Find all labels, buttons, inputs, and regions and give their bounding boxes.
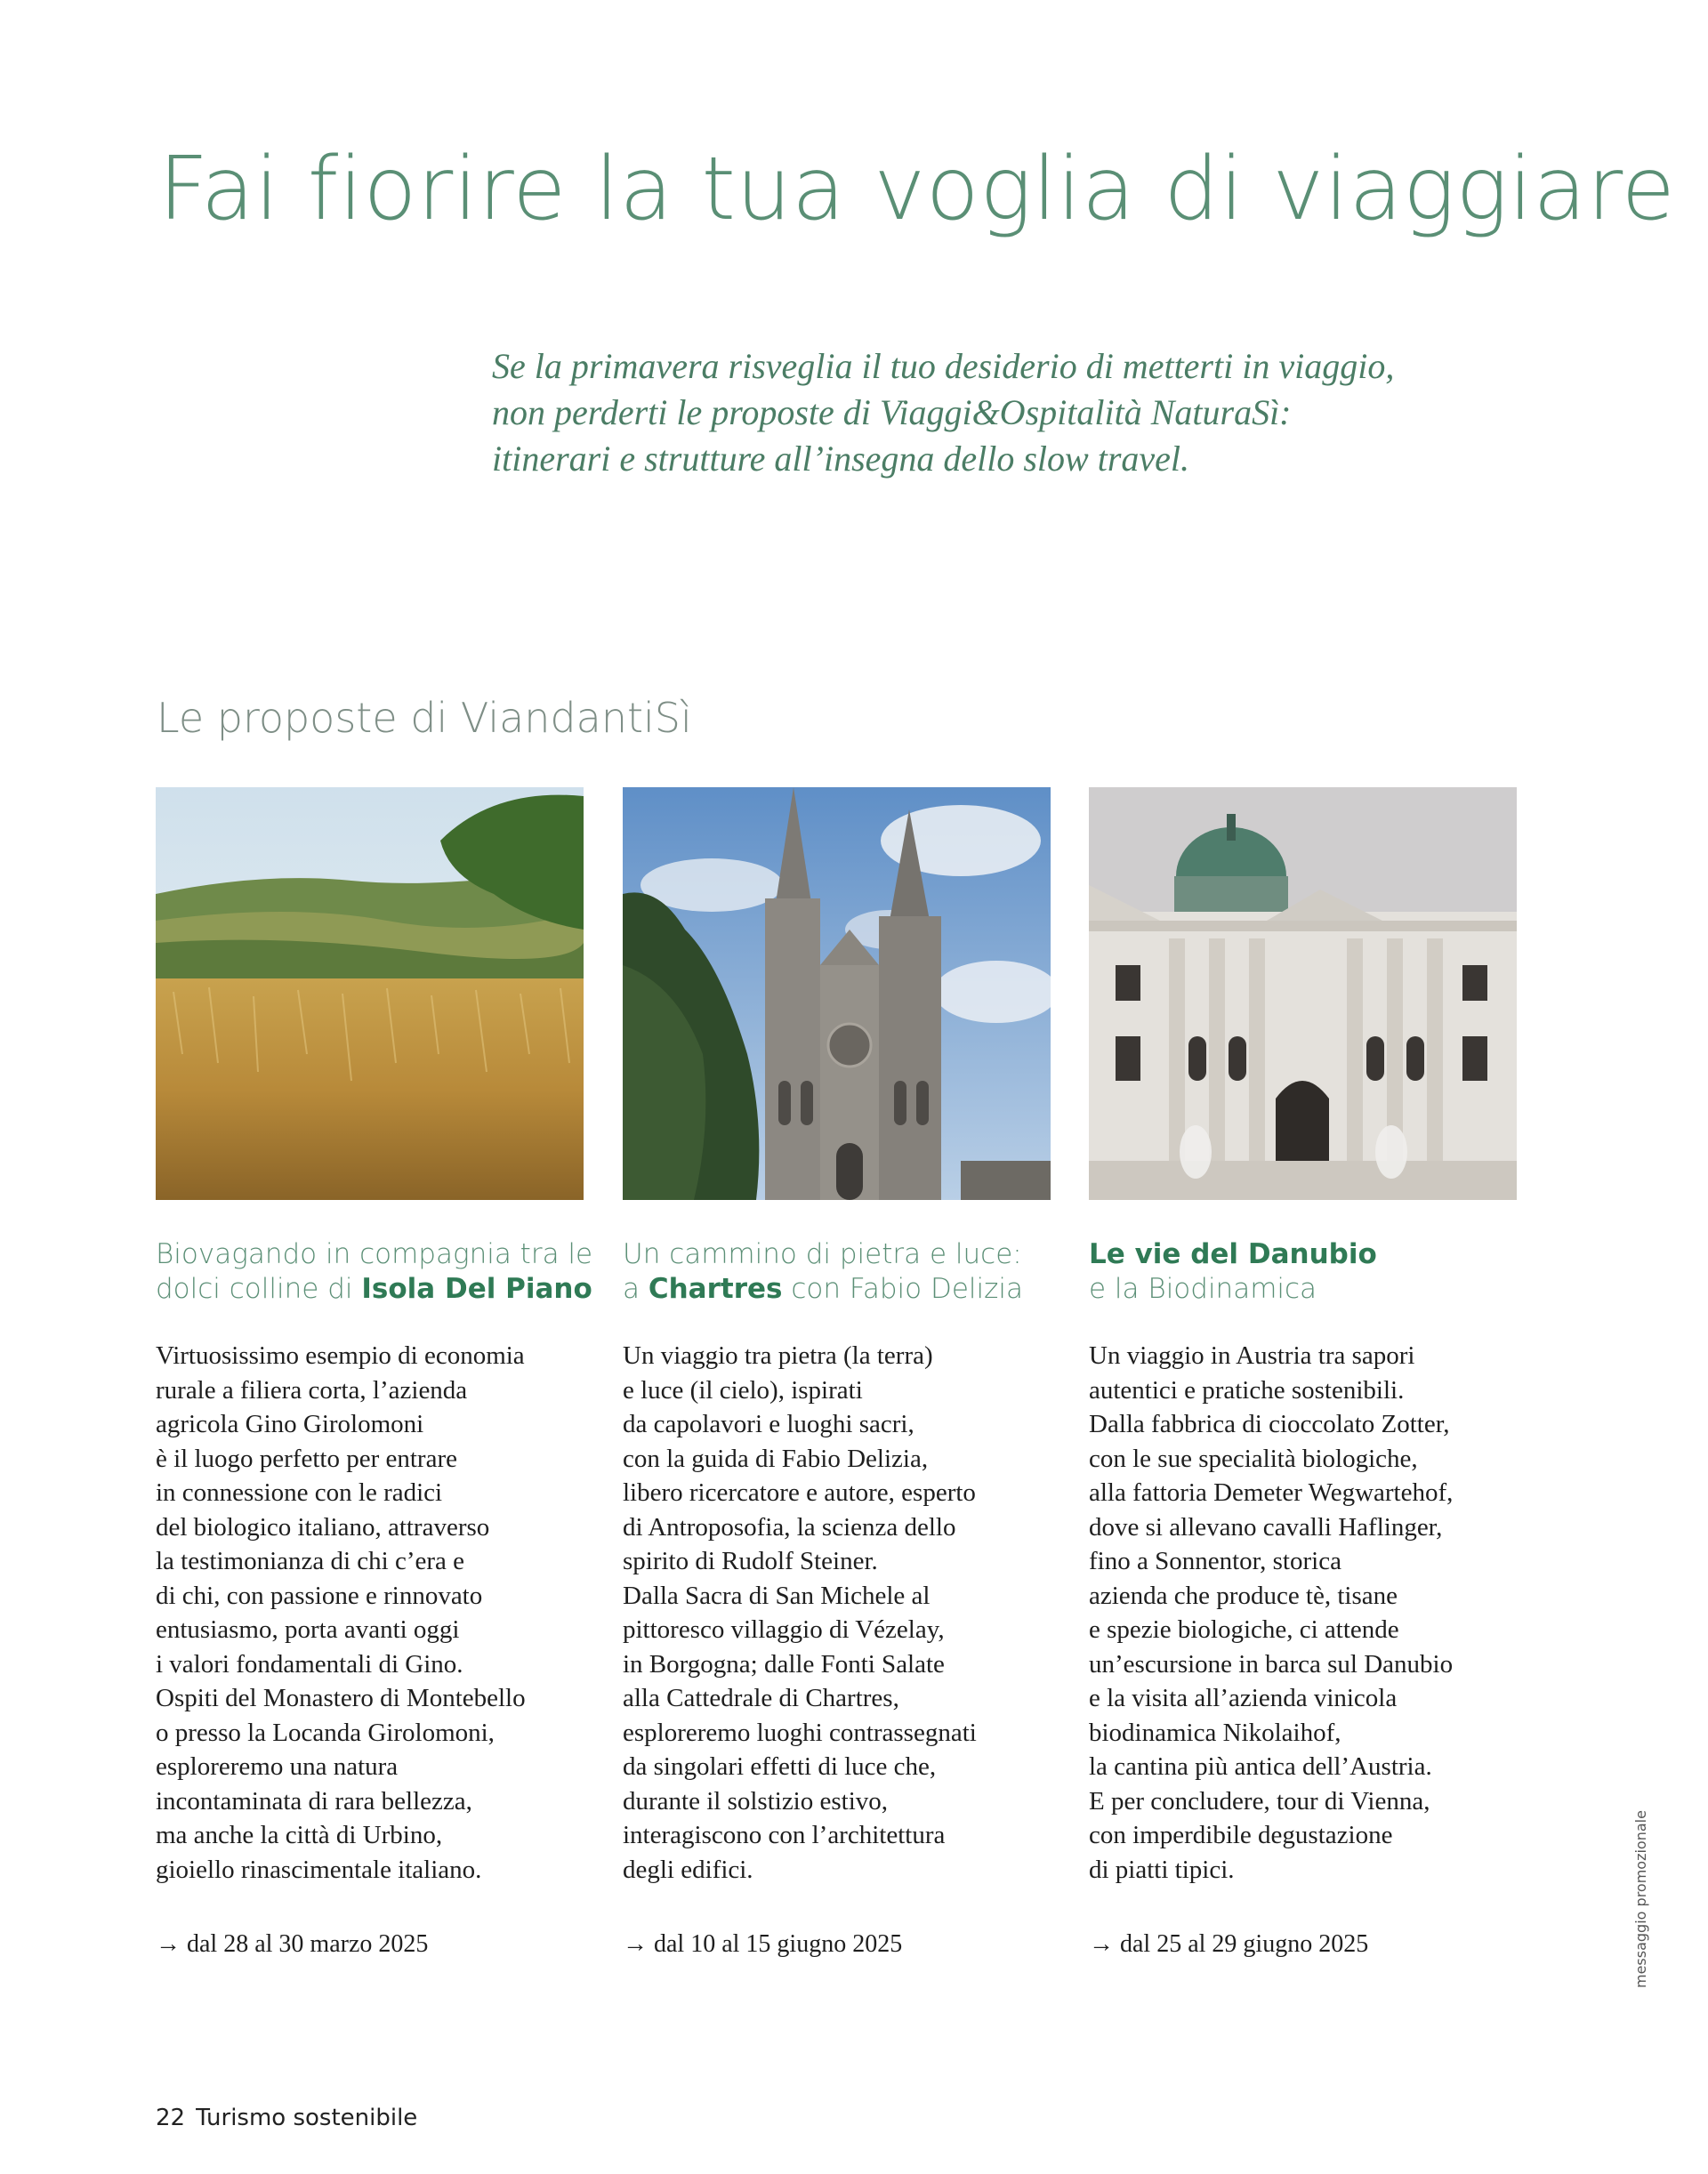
vienna-palace-photo — [1089, 787, 1517, 1200]
body-line: un’escursione in barca sul Danubio — [1089, 1649, 1454, 1679]
page-number: 22 — [156, 2105, 186, 2131]
offer-subtitle — [1089, 1237, 1525, 1307]
body-line: entusiasmo, porta avanti oggi — [156, 1615, 460, 1644]
section-title: Le proposte di ViandantiSì — [157, 694, 692, 742]
body-line: Dalla Sacra di San Michele al — [623, 1581, 931, 1610]
body-line: alla fattoria Demeter Wegwartehof, — [1089, 1478, 1454, 1507]
body-line: Ospiti del Monastero di Montebello — [156, 1684, 526, 1712]
body-line: con la guida di Fabio Delizia, — [623, 1444, 929, 1473]
body-line: i valori fondamentali di Gino. — [156, 1649, 463, 1679]
body-line: libero ricercatore e autore, esperto — [623, 1478, 976, 1507]
body-line: autentici e pratiche sostenibili. — [1089, 1375, 1405, 1405]
subtitle-line — [1089, 1237, 1525, 1272]
body-line: la cantina più antica dell’Austria. — [1089, 1752, 1432, 1781]
body-line: Un viaggio in Austria tra sapori — [1089, 1341, 1415, 1370]
destination-name: Isola Del Piano — [361, 1273, 592, 1305]
body-line: del biologico italiano, attraverso — [156, 1512, 490, 1542]
page-footer — [156, 2105, 417, 2131]
offer-column-isola-del-piano — [156, 787, 592, 1887]
offer-date: → dal 25 al 29 giugno 2025 — [1089, 1930, 1369, 1958]
body-line: la testimonianza di chi c’era e — [156, 1547, 465, 1575]
body-line: ma anche la città di Urbino, — [156, 1821, 443, 1849]
offer-column-chartres — [623, 787, 1059, 1887]
body-line: è il luogo perfetto per entrare — [156, 1444, 457, 1473]
body-line: Dalla fabbrica di cioccolato Zotter, — [1089, 1410, 1450, 1438]
offer-description — [1089, 1339, 1525, 1887]
body-line: di chi, con passione e rinnovato — [156, 1581, 483, 1610]
destination-name: Le vie del Danubio — [1089, 1238, 1377, 1270]
body-line: biodinamica Nikolaihof, — [1089, 1718, 1341, 1747]
body-line: spirito di Rudolf Steiner. — [623, 1547, 878, 1575]
body-line: E per concludere, tour di Vienna, — [1089, 1786, 1430, 1816]
body-line: incontaminata di rara bellezza, — [156, 1786, 472, 1816]
body-line: e luce (il cielo), ispirati — [623, 1375, 863, 1405]
promotional-note: messaggio promozionale — [1632, 1810, 1649, 1988]
offer-subtitle — [156, 1237, 592, 1307]
body-line: azienda che produce tè, tisane — [1089, 1581, 1398, 1610]
body-line: di piatti tipici. — [1089, 1855, 1235, 1884]
destination-name: Chartres — [648, 1273, 783, 1305]
page-title: Fai fiorire la tua voglia di viaggiare — [158, 139, 1676, 240]
body-line: di Antroposofia, la scienza dello — [623, 1512, 956, 1542]
body-line: pittoresco villaggio di Vézelay, — [623, 1615, 945, 1644]
offer-subtitle — [623, 1237, 1059, 1307]
body-line: con imperdibile degustazione — [1089, 1821, 1393, 1849]
subtitle-line: a Chartres con Fabio Delizia — [623, 1273, 1023, 1305]
intro-line: itinerari e strutture all’insegna dello slow travel. — [492, 439, 1190, 479]
offer-description — [156, 1339, 592, 1887]
offer-column-danubio — [1089, 787, 1525, 1887]
body-line: in connessione con le radici — [156, 1478, 443, 1507]
intro-paragraph — [492, 343, 1524, 482]
body-line: degli edifici. — [623, 1855, 753, 1884]
body-line: rurale a filiera corta, l’azienda — [156, 1375, 468, 1405]
subtitle-line: e la Biodinamica — [1089, 1273, 1317, 1305]
footer-section: Turismo sostenibile — [196, 2105, 418, 2131]
body-line: in Borgogna; dalle Fonti Salate — [623, 1649, 945, 1679]
body-line: esploreremo luoghi contrassegnati — [623, 1718, 977, 1747]
chartres-cathedral-photo — [623, 787, 1051, 1200]
offer-date: → dal 10 al 15 giugno 2025 — [623, 1930, 903, 1958]
body-line: o presso la Locanda Girolomoni, — [156, 1718, 495, 1747]
body-line: dove si allevano cavalli Haflinger, — [1089, 1512, 1443, 1542]
intro-line: non perderti le proposte di Viaggi&Ospitalità NaturaSì: — [492, 392, 1292, 432]
body-line: Un viaggio tra pietra (la terra) — [623, 1341, 933, 1370]
offer-description — [623, 1339, 1059, 1887]
body-line: da capolavori e luoghi sacri, — [623, 1410, 914, 1438]
body-line: con le sue specialità biologiche, — [1089, 1444, 1418, 1473]
body-line: alla Cattedrale di Chartres, — [623, 1684, 899, 1712]
subtitle-line: dolci colline di Isola Del Piano — [156, 1273, 592, 1305]
body-line: e spezie biologiche, ci attende — [1089, 1615, 1399, 1644]
body-line: durante il solstizio estivo, — [623, 1786, 889, 1816]
body-line: agricola Gino Girolomoni — [156, 1410, 424, 1438]
body-line: da singolari effetti di luce che, — [623, 1752, 937, 1781]
body-line: interagiscono con l’architettura — [623, 1821, 946, 1849]
subtitle-line: Un cammino di pietra e luce: — [623, 1238, 1022, 1270]
body-line: fino a Sonnentor, storica — [1089, 1547, 1341, 1575]
subtitle-line: Biovagando in compagnia tra le — [156, 1238, 593, 1270]
offer-date: → dal 28 al 30 marzo 2025 — [156, 1930, 429, 1958]
intro-line: Se la primavera risveglia il tuo desiderio di metterti in viaggio, — [492, 346, 1395, 386]
body-line: Virtuosissimo esempio di economia — [156, 1341, 525, 1370]
body-line: e la visita all’azienda vinicola — [1089, 1684, 1398, 1712]
wheat-field-photo — [156, 787, 584, 1200]
body-line: esploreremo una natura — [156, 1752, 399, 1781]
body-line: gioiello rinascimentale italiano. — [156, 1855, 482, 1884]
